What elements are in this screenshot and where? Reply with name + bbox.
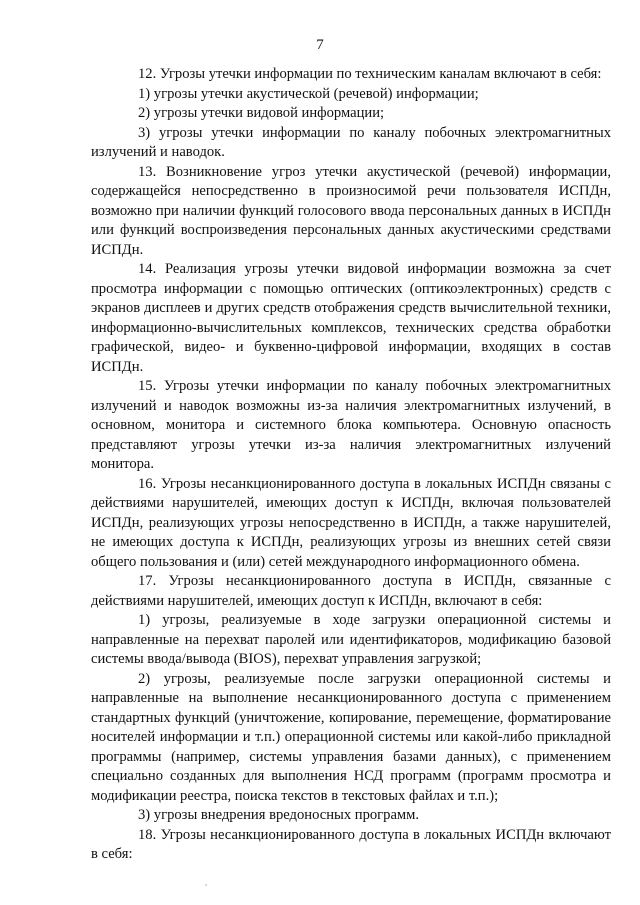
page-number: 7 [316,37,324,53]
paragraph-14: 14. Реализация угрозы утечки видовой информации возможна за счет просмотра информации с помощью оптических (оптикоэлектронных) средств с экранов дисплеев и других средств отображения средств вычислительной техники, информационно-вычислительных комплексов, технических средства обработки графической, видео- и буквенно-цифровой информации, входящих в состав ИСПДн. [91,261,611,375]
paragraph-13: 13. Возникновение угроз утечки акустической (речевой) информации, содержащейся непосредственно в произносимой речи пользователя ИСПДн, возможно при наличии функций голосового ввода персональных данных в ИСПДн или функций воспроизведения персональных данных акустическими средствами ИСПДн. [91,163,611,258]
list-item-12-2: 2) угрозы утечки видовой информации; [138,105,385,121]
list-item-17-3: 3) угрозы внедрения вредоносных программ. [138,807,420,823]
list-item-17-1: 1) угрозы, реализуемые в ходе загрузки операционной системы и направленные на перехват паролей или идентификаторов, модификацию базовой системы ввода/вывода (BIOS), перехват управления загрузкой; [91,612,611,667]
document-body [91,65,611,865]
list-item-12-3: 3) угрозы утечки информации по каналу побочных электромагнитных излучений и наводок. [91,124,611,160]
list-item-12-1: 1) угрозы утечки акустической (речевой) информации; [138,85,479,102]
paragraph-15: 15. Угрозы утечки информации по каналу побочных электромагнитных излучений и наводок возможны из-за наличия электромагнитных излучений, в основном, монитора и системного блока компьютера. Основную опасность представляют угрозы утечки из-за наличия электромагнитных излучений монитора. [91,378,611,472]
paragraph-16: 16. Угрозы несанкционированного доступа в локальных ИСПДн связаны с действиями нарушителей, имеющих доступ к ИСПДн, включая пользователей ИСПДн, реализующих угрозы непосредственно в ИСПДн, а также нарушителей, не имеющих доступа к ИСПДн, реализующих угрозы из внешних сетей связи общего пользования и (или) сетей международного информационного обмена. [91,475,611,570]
scan-speck [205,884,207,886]
paragraph-12: 12. Угрозы утечки информации по техническим каналам включают в себя: [138,66,602,82]
paragraph-17: 17. Угрозы несанкционированного доступа в ИСПДн, связанные с действиями нарушителей, имеющих доступ к ИСПДн, включают в себя: [91,573,611,609]
list-item-17-2: 2) угрозы, реализуемые после загрузки операционной системы и направленные на выполнение несанкционированного доступа с применением стандартных функций (уничтожение, копирование, перемещение, форматирование носителей информации и т.п.) операционной системы или какой-либо прикладной программы (например, системы управления базами данных), с применением специально созданных для выполнения НСД программ (программ просмотра и модификации реестра, поиска текстов в текстовых файлах и т.п.); [91,670,611,804]
paragraph-18: 18. Угрозы несанкционированного доступа в локальных ИСПДн включают в себя: [91,826,611,862]
